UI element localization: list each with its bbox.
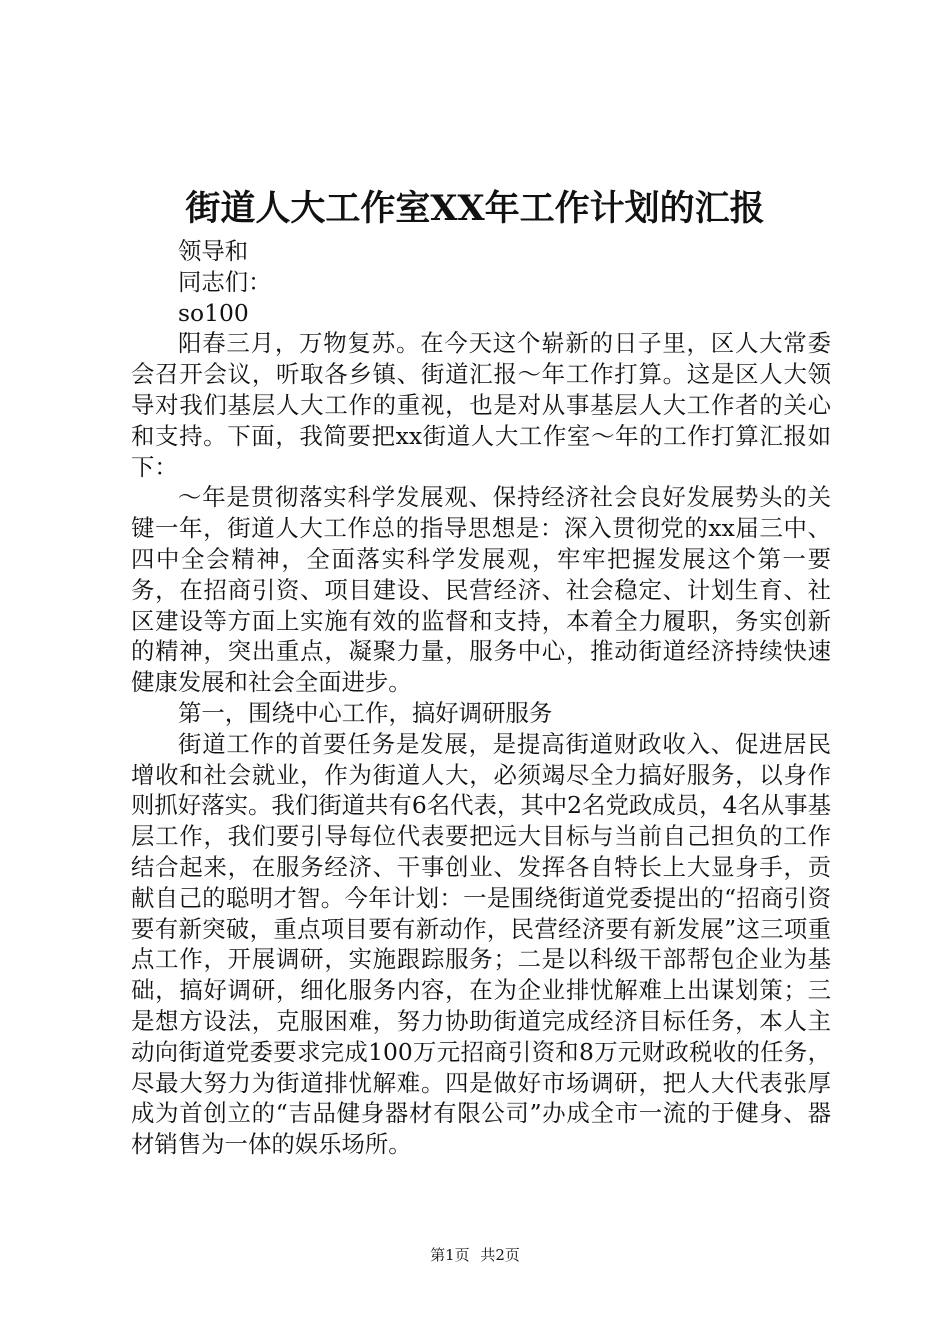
code-line: so100 <box>178 298 249 327</box>
page-total: 共2页 <box>480 1246 520 1264</box>
salutation-line-2: 同志们： <box>178 267 272 296</box>
document-title: 街道人大工作室XX年工作计划的汇报 <box>185 188 765 229</box>
salutation-line-1: 领导和 <box>178 237 249 265</box>
page-number: 第1页 <box>430 1246 470 1264</box>
paragraph-intro: 阳春三月，万物复苏。在今天这个崭新的日子里，区人大常委会召开会议，听取各乡镇、街道汇报～年工作打算。这是区人大领导对我们基层人大工作的重视，也是对从事基层人大工作者的关心和支持。下面，我简要把xx街道人大工作室～年的工作打算汇报如下： <box>131 329 831 481</box>
section-heading-first: 第一，围绕中心工作，搞好调研服务 <box>178 698 553 727</box>
document-body <box>131 236 831 1160</box>
page-footer <box>0 1245 950 1265</box>
paragraph-first-section: 街道工作的首要任务是发展，是提高街道财政收入、促进居民增收和社会就业，作为街道人大，必须竭尽全力搞好服务，以身作则抓好落实。我们街道共有6名代表，其中2名党政成员，4名从事基层工作，我们要引导每位代表要把远大目标与当前自己担负的工作结合起来，在服务经济、干事创业、发挥各自特长上大显身手，贡献自己的聪明才智。今年计划：一是围绕街道党委提出的“招商引资要有新突破，重点项目要有新动作，民营经济要有新发展”这三项重点工作，开展调研，实施跟踪服务；二是以科级干部帮包企业为基础，搞好调研，细化服务内容，在为企业排忧解难上出谋划策；三是想方设法，克服困难，努力协助街道完成经济目标任务，本人主动向街道党委要求完成100万元招商引资和8万元财政税收的任务，尽最大努力为街道排忧解难。四是做好市场调研，把人大代表张厚成为首创立的“吉品健身器材有限公司”办成全市一流的于健身、器材销售为一体的娱乐场所。 <box>131 729 831 1159</box>
paragraph-guiding-thought: ～年是贯彻落实科学发展观、保持经济社会良好发展势头的关键一年，街道人大工作总的指导思想是：深入贯彻党的xx届三中、四中全会精神，全面落实科学发展观，牢牢把握发展这个第一要务，在招商引资、项目建设、民营经济、社会稳定、计划生育、社区建设等方面上实施有效的监督和支持，本着全力履职，务实创新的精神，突出重点，凝聚力量，服务中心，推动街道经济持续快速健康发展和社会全面进步。 <box>131 483 831 697</box>
